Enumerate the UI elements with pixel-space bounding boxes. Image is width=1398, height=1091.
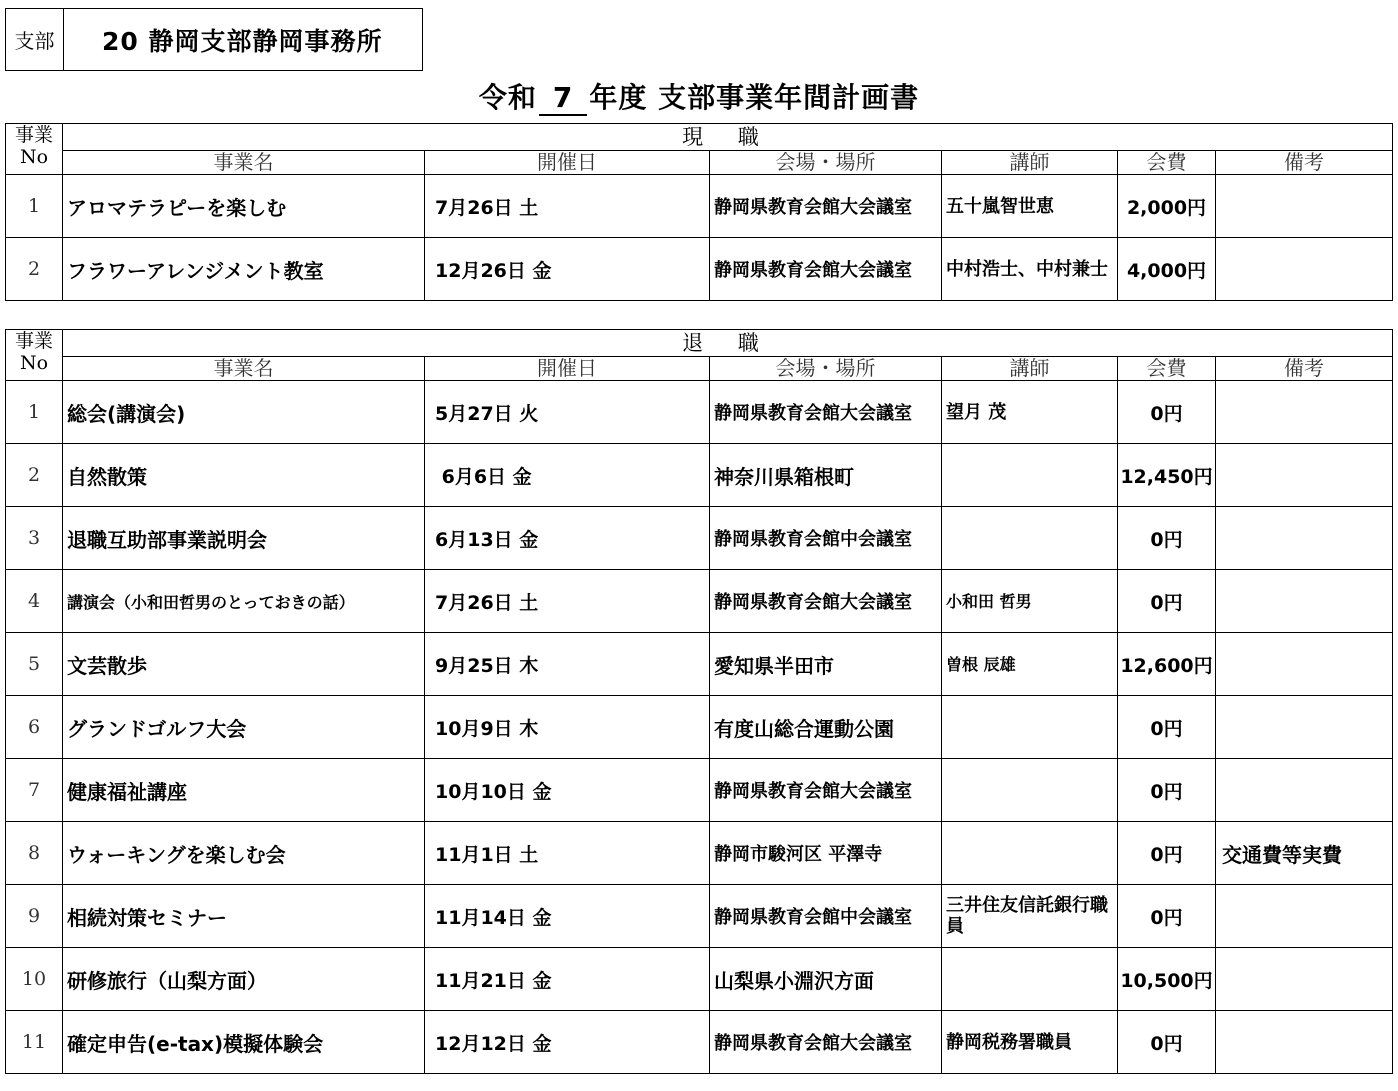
event-date: 11月14日 金 xyxy=(425,885,710,948)
event-note xyxy=(1216,507,1393,570)
event-note xyxy=(1216,885,1393,948)
event-date: 10月9日 木 xyxy=(425,696,710,759)
event-lecturer xyxy=(942,948,1118,1011)
event-note xyxy=(1216,633,1393,696)
table-row xyxy=(6,759,1393,822)
document-title xyxy=(0,76,1398,116)
row-number: 2 xyxy=(6,238,63,301)
event-fee: 2,000円 xyxy=(1118,175,1216,238)
event-date: 11月1日 土 xyxy=(425,822,710,885)
event-venue: 静岡県教育会館大会議室 xyxy=(710,1011,942,1074)
event-venue: 静岡県教育会館大会議室 xyxy=(710,570,942,633)
table-row xyxy=(6,381,1393,444)
event-date: 7月26日 土 xyxy=(425,570,710,633)
event-venue: 山梨県小淵沢方面 xyxy=(710,948,942,1011)
event-note xyxy=(1216,948,1393,1011)
branch-name: 20 静岡支部静岡事務所 xyxy=(102,26,383,56)
event-note xyxy=(1216,238,1393,301)
header-event-name: 事業名 xyxy=(63,357,425,381)
event-fee: 0円 xyxy=(1118,822,1216,885)
header-lecturer: 講師 xyxy=(942,357,1118,381)
event-lecturer: 三井住友信託銀行職員 xyxy=(942,885,1118,948)
row-number: 7 xyxy=(6,759,63,822)
section-label-retired: 退 職 xyxy=(63,330,1393,357)
event-fee: 0円 xyxy=(1118,759,1216,822)
header-venue: 会場・場所 xyxy=(710,151,942,175)
event-fee: 12,450円 xyxy=(1118,444,1216,507)
event-date: 6月13日 金 xyxy=(425,507,710,570)
header-lecturer: 講師 xyxy=(942,151,1118,175)
event-name: 退職互助部事業説明会 xyxy=(63,507,425,570)
table-row xyxy=(6,948,1393,1011)
event-venue: 有度山総合運動公園 xyxy=(710,696,942,759)
event-fee: 0円 xyxy=(1118,507,1216,570)
event-name: フラワーアレンジメント教室 xyxy=(63,238,425,301)
event-lecturer: 中村浩士、中村兼士 xyxy=(942,238,1118,301)
event-name: 自然散策 xyxy=(63,444,425,507)
event-lecturer: 小和田 哲男 xyxy=(942,570,1118,633)
event-date: 9月25日 木 xyxy=(425,633,710,696)
table-row xyxy=(6,444,1393,507)
row-number: 6 xyxy=(6,696,63,759)
event-note xyxy=(1216,759,1393,822)
event-lecturer xyxy=(942,759,1118,822)
header-note: 備考 xyxy=(1216,151,1393,175)
event-date: 11月21日 金 xyxy=(425,948,710,1011)
event-fee: 0円 xyxy=(1118,1011,1216,1074)
current-staff-table xyxy=(5,123,1393,301)
header-note: 備考 xyxy=(1216,357,1393,381)
event-fee: 0円 xyxy=(1118,381,1216,444)
event-name: グランドゴルフ大会 xyxy=(63,696,425,759)
section-label-current: 現 職 xyxy=(63,124,1393,151)
event-name: 講演会（小和田哲男のとっておきの話） xyxy=(63,570,425,633)
event-date: 12月26日 金 xyxy=(425,238,710,301)
table-row xyxy=(6,507,1393,570)
event-note xyxy=(1216,175,1393,238)
row-number: 10 xyxy=(6,948,63,1011)
event-name: 健康福祉講座 xyxy=(63,759,425,822)
title-prefix: 令和 xyxy=(478,81,537,114)
event-venue: 静岡県教育会館大会議室 xyxy=(710,759,942,822)
event-note xyxy=(1216,570,1393,633)
header-event-no: 事業 No xyxy=(6,124,63,175)
event-lecturer xyxy=(942,507,1118,570)
table-row xyxy=(6,696,1393,759)
row-number: 8 xyxy=(6,822,63,885)
event-name: 総会(講演会) xyxy=(63,381,425,444)
event-venue: 静岡市駿河区 平澤寺 xyxy=(710,822,942,885)
event-lecturer xyxy=(942,444,1118,507)
row-number: 5 xyxy=(6,633,63,696)
table-row xyxy=(6,1011,1393,1074)
event-name: 確定申告(e-tax)模擬体験会 xyxy=(63,1011,425,1074)
event-date: 12月12日 金 xyxy=(425,1011,710,1074)
event-note xyxy=(1216,696,1393,759)
event-name: アロマテラピーを楽しむ xyxy=(63,175,425,238)
table-row xyxy=(6,175,1393,238)
event-lecturer xyxy=(942,696,1118,759)
event-note xyxy=(1216,381,1393,444)
event-date: 6月6日 金 xyxy=(425,444,710,507)
event-date: 7月26日 土 xyxy=(425,175,710,238)
table-row xyxy=(6,822,1393,885)
row-number: 3 xyxy=(6,507,63,570)
event-note xyxy=(1216,1011,1393,1074)
header-event-no: 事業 No xyxy=(6,330,63,381)
table-row xyxy=(6,238,1393,301)
row-number: 1 xyxy=(6,175,63,238)
event-name: 研修旅行（山梨方面） xyxy=(63,948,425,1011)
branch-label: 支部 xyxy=(6,9,64,70)
header-venue: 会場・場所 xyxy=(710,357,942,381)
branch-box xyxy=(5,8,423,71)
row-number: 9 xyxy=(6,885,63,948)
event-date: 5月27日 火 xyxy=(425,381,710,444)
event-venue: 静岡県教育会館大会議室 xyxy=(710,175,942,238)
event-venue: 静岡県教育会館中会議室 xyxy=(710,885,942,948)
row-number: 1 xyxy=(6,381,63,444)
event-note xyxy=(1216,444,1393,507)
event-venue: 神奈川県箱根町 xyxy=(710,444,942,507)
header-fee: 会費 xyxy=(1118,357,1216,381)
header-event-name: 事業名 xyxy=(63,151,425,175)
table-row xyxy=(6,885,1393,948)
event-lecturer: 望月 茂 xyxy=(942,381,1118,444)
header-date: 開催日 xyxy=(425,151,710,175)
row-number: 4 xyxy=(6,570,63,633)
event-name: 相続対策セミナー xyxy=(63,885,425,948)
event-fee: 12,600円 xyxy=(1118,633,1216,696)
event-name: 文芸散歩 xyxy=(63,633,425,696)
event-venue: 静岡県教育会館大会議室 xyxy=(710,238,942,301)
event-fee: 4,000円 xyxy=(1118,238,1216,301)
event-lecturer: 曽根 辰雄 xyxy=(942,633,1118,696)
event-venue: 愛知県半田市 xyxy=(710,633,942,696)
table-row xyxy=(6,633,1393,696)
event-date: 10月10日 金 xyxy=(425,759,710,822)
event-fee: 0円 xyxy=(1118,570,1216,633)
event-lecturer: 五十嵐智世恵 xyxy=(942,175,1118,238)
header-date: 開催日 xyxy=(425,357,710,381)
event-lecturer: 静岡税務署職員 xyxy=(942,1011,1118,1074)
event-fee: 0円 xyxy=(1118,696,1216,759)
event-name: ウォーキングを楽しむ会 xyxy=(63,822,425,885)
title-year: 7 xyxy=(539,81,587,116)
event-fee: 0円 xyxy=(1118,885,1216,948)
title-suffix: 年度 支部事業年間計画書 xyxy=(589,81,920,114)
event-fee: 10,500円 xyxy=(1118,948,1216,1011)
event-venue: 静岡県教育会館大会議室 xyxy=(710,381,942,444)
row-number: 2 xyxy=(6,444,63,507)
table-row xyxy=(6,570,1393,633)
event-note: 交通費等実費 xyxy=(1216,822,1393,885)
retired-staff-table xyxy=(5,329,1393,1074)
event-venue: 静岡県教育会館中会議室 xyxy=(710,507,942,570)
header-fee: 会費 xyxy=(1118,151,1216,175)
event-lecturer xyxy=(942,822,1118,885)
row-number: 11 xyxy=(6,1011,63,1074)
